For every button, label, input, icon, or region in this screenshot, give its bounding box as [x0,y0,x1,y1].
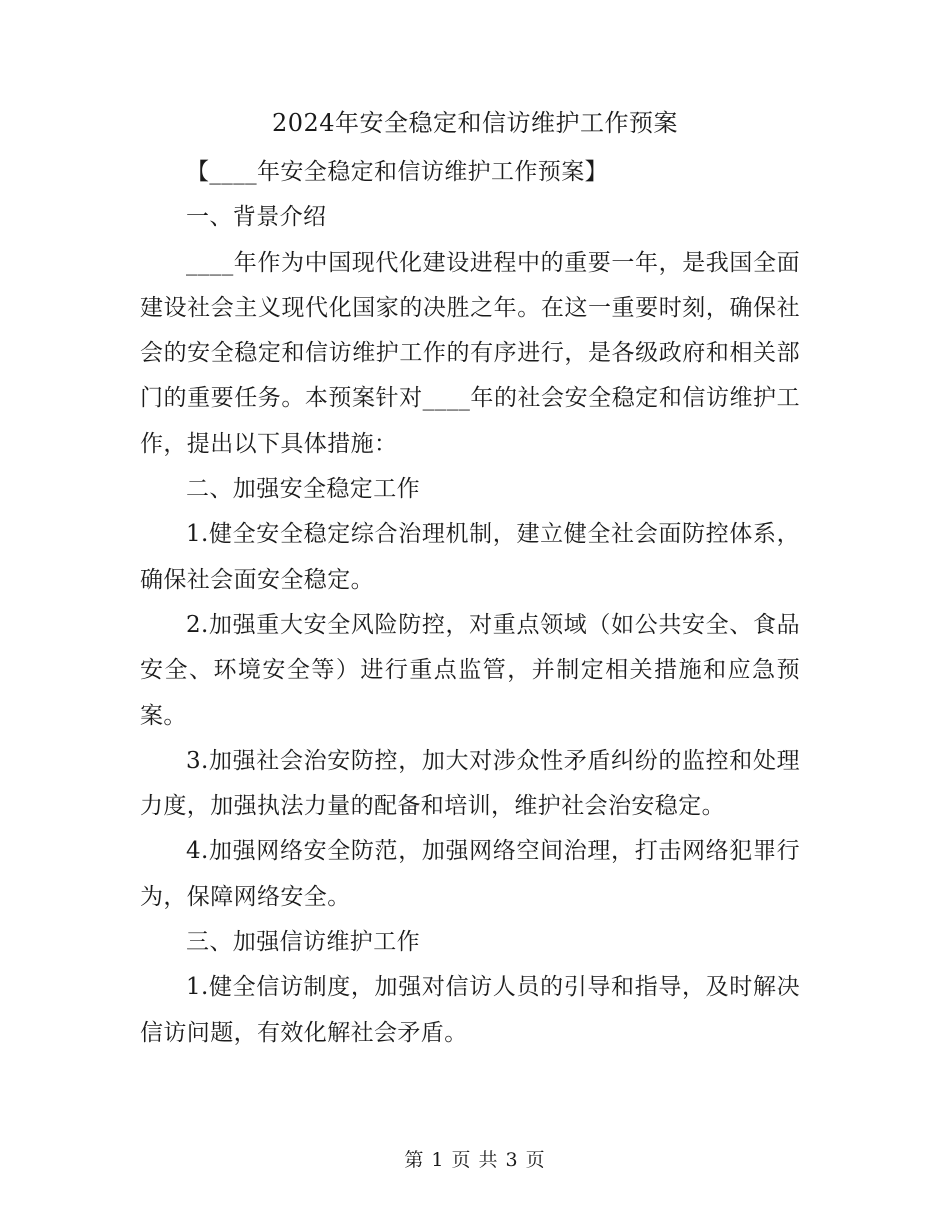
section-heading: 二、加强安全稳定工作 [186,476,420,503]
subtitle-paragraph: 【____年安全稳定和信访维护工作预案】 [186,159,608,185]
section-heading: 三、加强信访维护工作 [186,929,420,956]
section-heading: 一、背景介绍 [186,204,327,231]
list-item: 4.加强网络安全防范，加强网络空间治理，打击网络犯罪行为，保障网络安全。 [140,838,800,910]
list-item: 1.健全安全稳定综合治理机制，建立健全社会面防控体系，确保社会面安全稳定。 [140,521,800,593]
page-number-footer: 第 1 页 共 3 页 [404,1149,546,1171]
document-body [140,150,800,1056]
body-paragraph: ____年作为中国现代化建设进程中的重要一年，是我国全面建设社会主义现代化国家的决胜之年。在这一重要时刻，确保社会的安全稳定和信访维护工作的有序进行，是各级政府和相关部门的重要任务。本预案针对____年的社会安全稳定和信访维护工作，提出以下具体措施： [140,249,800,457]
list-item: 2.加强重大安全风险防控，对重点领域（如公共安全、食品安全、环境安全等）进行重点监管，并制定相关措施和应急预案。 [140,611,800,729]
document-title: 2024年安全稳定和信访维护工作预案 [271,109,679,137]
list-item: 1.健全信访制度，加强对信访人员的引导和指导，及时解决信访问题，有效化解社会矛盾。 [140,974,800,1046]
list-item: 3.加强社会治安防控，加大对涉众性矛盾纠纷的监控和处理力度，加强执法力量的配备和培训，维护社会治安稳定。 [140,747,800,820]
